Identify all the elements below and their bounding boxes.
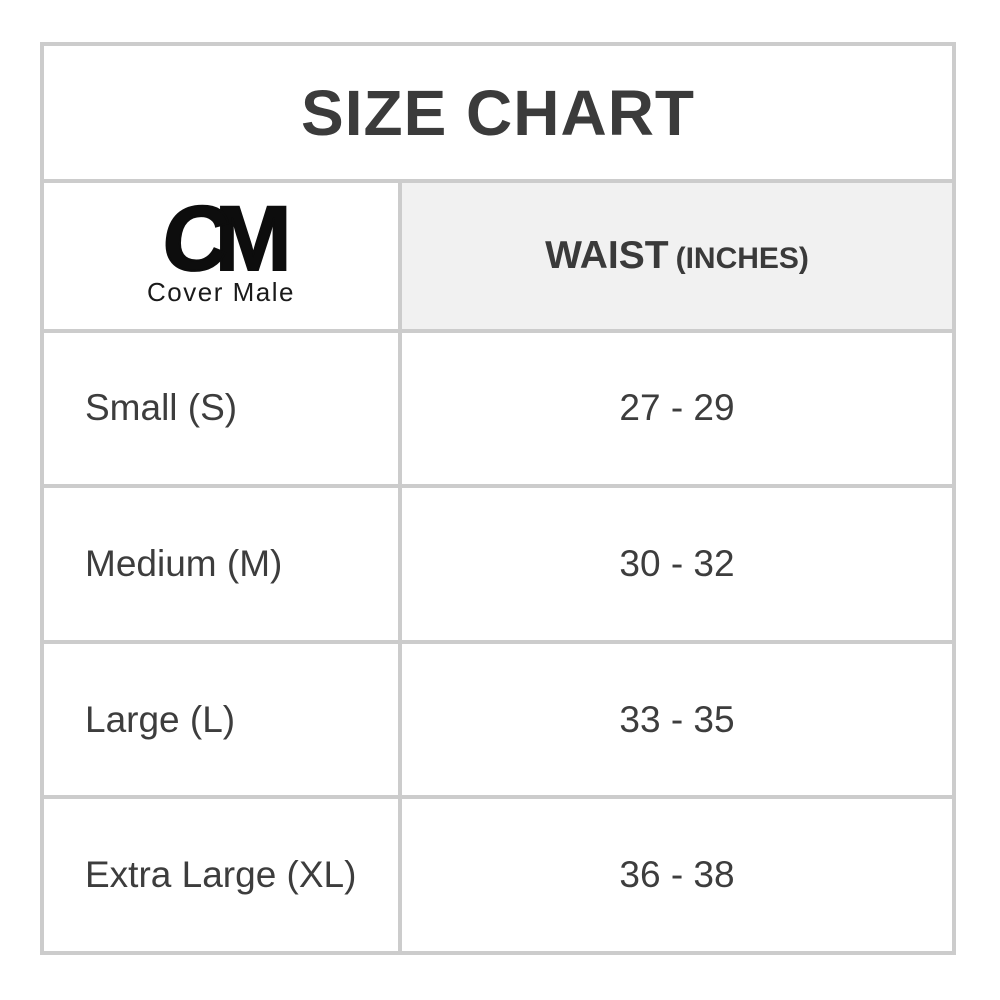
brand-name-label: Cover Male — [147, 277, 295, 308]
waist-header-unit-label: (INCHES) — [675, 241, 809, 275]
page-title: SIZE CHART — [42, 44, 954, 181]
size-label: Extra Large (XL) — [42, 797, 400, 953]
brand-logo-cell — [42, 181, 400, 330]
table-row-large — [42, 642, 954, 798]
column-header-waist — [400, 181, 954, 330]
table-row-small — [42, 331, 954, 487]
cover-male-logo-icon — [45, 187, 397, 290]
logo-letter-m: M — [214, 187, 279, 290]
table-row-extra-large — [42, 797, 954, 953]
waist-header-label: WAIST — [545, 233, 669, 277]
title-row — [42, 44, 954, 181]
waist-value: 30 - 32 — [400, 486, 954, 642]
waist-value: 33 - 35 — [400, 642, 954, 798]
size-chart-table — [40, 42, 956, 955]
logo-letter-c: C — [157, 187, 224, 290]
header-row — [42, 181, 954, 330]
size-label: Small (S) — [42, 331, 400, 487]
table-row-medium — [42, 486, 954, 642]
size-label: Large (L) — [42, 642, 400, 798]
waist-value: 36 - 38 — [400, 797, 954, 953]
size-label: Medium (M) — [42, 486, 400, 642]
waist-value: 27 - 29 — [400, 331, 954, 487]
